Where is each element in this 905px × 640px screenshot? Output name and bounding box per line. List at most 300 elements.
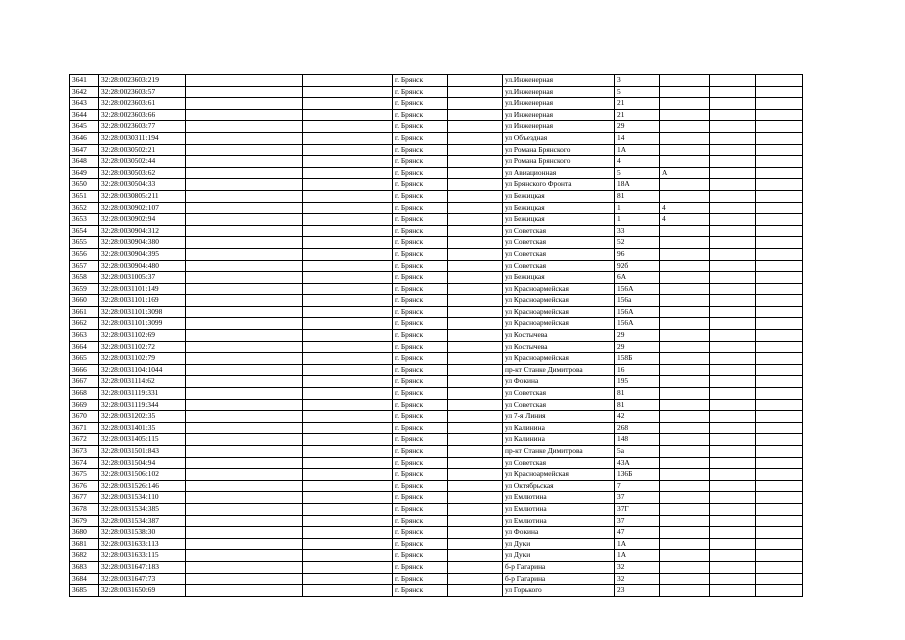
cadastral-number-cell: 32:28:0030902:107 [99,202,186,214]
cadastral-number-cell: 32:28:0031633:115 [99,550,186,562]
row-number-cell: 3655 [70,237,99,249]
blank-cell [448,202,503,214]
row-number-cell: 3667 [70,376,99,388]
city-cell: г. Брянск [393,364,448,376]
row-number-cell: 3660 [70,295,99,307]
house-number-cell: 156а [615,295,660,307]
blank-cell [303,237,393,249]
blank-cell [186,144,303,156]
house-number-cell: 14 [615,132,660,144]
blank-cell [448,167,503,179]
house-number-cell: 29 [615,121,660,133]
blank-cell [303,376,393,388]
blank-cell [186,190,303,202]
house-number-cell: 1А [615,144,660,156]
house-number-cell: 81 [615,399,660,411]
blank-cell [448,399,503,411]
building-cell [660,399,710,411]
blank-cell [756,283,803,295]
blank-cell [448,561,503,573]
building-cell [660,132,710,144]
blank-cell [710,550,756,562]
table-row [70,550,803,562]
blank-cell [710,86,756,98]
building-cell: А [660,167,710,179]
street-cell: ул Красноармейская [503,295,615,307]
blank-cell [303,248,393,260]
house-number-cell: 33 [615,225,660,237]
blank-cell [448,283,503,295]
blank-cell [710,376,756,388]
blank-cell [448,434,503,446]
house-number-cell: 92б [615,260,660,272]
row-number-cell: 3663 [70,330,99,342]
street-cell: ул Красноармейская [503,318,615,330]
city-cell: г. Брянск [393,469,448,481]
blank-cell [303,457,393,469]
blank-cell [448,98,503,110]
cadastral-number-cell: 32:28:0031405:115 [99,434,186,446]
blank-cell [710,480,756,492]
blank-cell [186,446,303,458]
cadastral-number-cell: 32:28:0023603:219 [99,75,186,87]
house-number-cell: 158Б [615,353,660,365]
blank-cell [710,341,756,353]
blank-cell [710,109,756,121]
street-cell: ул Емлютина [503,515,615,527]
street-cell: ул Калинина [503,434,615,446]
cadastral-number-cell: 32:28:0030904:380 [99,237,186,249]
blank-cell [186,86,303,98]
blank-cell [448,364,503,376]
building-cell [660,156,710,168]
city-cell: г. Брянск [393,237,448,249]
building-cell [660,503,710,515]
blank-cell [756,376,803,388]
blank-cell [710,190,756,202]
blank-cell [756,573,803,585]
cadastral-number-cell: 32:28:0031005:37 [99,272,186,284]
street-cell: пр-кт Станке Димитрова [503,364,615,376]
blank-cell [303,214,393,226]
blank-cell [756,225,803,237]
blank-cell [186,330,303,342]
cadastral-number-cell: 32:28:0030311:194 [99,132,186,144]
row-number-cell: 3679 [70,515,99,527]
row-number-cell: 3672 [70,434,99,446]
blank-cell [303,272,393,284]
house-number-cell: 96 [615,248,660,260]
blank-cell [710,364,756,376]
row-number-cell: 3680 [70,527,99,539]
blank-cell [448,225,503,237]
table-row [70,353,803,365]
blank-cell [303,121,393,133]
blank-cell [710,248,756,260]
house-number-cell: 1А [615,550,660,562]
city-cell: г. Брянск [393,341,448,353]
city-cell: г. Брянск [393,573,448,585]
blank-cell [710,353,756,365]
blank-cell [756,272,803,284]
blank-cell [303,422,393,434]
street-cell: ул Советская [503,388,615,400]
blank-cell [710,98,756,110]
street-cell: ул Фокина [503,527,615,539]
house-number-cell: 21 [615,98,660,110]
cadastral-number-cell: 32:28:0031538:30 [99,527,186,539]
street-cell: ул Красноармейская [503,353,615,365]
blank-cell [448,75,503,87]
city-cell: г. Брянск [393,318,448,330]
building-cell: 4 [660,214,710,226]
blank-cell [756,98,803,110]
street-cell: ул Дуки [503,538,615,550]
cadastral-number-cell: 32:28:0031102:79 [99,353,186,365]
cadastral-number-cell: 32:28:0031506:102 [99,469,186,481]
blank-cell [710,573,756,585]
blank-cell [448,515,503,527]
row-number-cell: 3641 [70,75,99,87]
row-number-cell: 3648 [70,156,99,168]
table-row [70,561,803,573]
blank-cell [186,388,303,400]
blank-cell [710,295,756,307]
cadastral-number-cell: 32:28:0023603:57 [99,86,186,98]
blank-cell [756,260,803,272]
blank-cell [303,399,393,411]
city-cell: г. Брянск [393,480,448,492]
blank-cell [448,503,503,515]
city-cell: г. Брянск [393,190,448,202]
blank-cell [448,318,503,330]
row-number-cell: 3661 [70,306,99,318]
house-number-cell: 52 [615,237,660,249]
blank-cell [186,561,303,573]
row-number-cell: 3684 [70,573,99,585]
city-cell: г. Брянск [393,434,448,446]
building-cell [660,492,710,504]
table-row [70,109,803,121]
blank-cell [303,469,393,481]
cadastral-number-cell: 32:28:0031119:344 [99,399,186,411]
blank-cell [448,411,503,423]
city-cell: г. Брянск [393,260,448,272]
building-cell [660,190,710,202]
row-number-cell: 3683 [70,561,99,573]
blank-cell [303,295,393,307]
house-number-cell: 32 [615,561,660,573]
table-row [70,399,803,411]
table-row [70,86,803,98]
building-cell [660,434,710,446]
blank-cell [710,318,756,330]
house-number-cell: 4 [615,156,660,168]
city-cell: г. Брянск [393,86,448,98]
blank-cell [303,109,393,121]
city-cell: г. Брянск [393,144,448,156]
cadastral-number-cell: 32:28:0031534:387 [99,515,186,527]
blank-cell [710,585,756,597]
table-row [70,341,803,353]
house-number-cell: 23 [615,585,660,597]
house-number-cell: 268 [615,422,660,434]
blank-cell [303,492,393,504]
blank-cell [448,469,503,481]
city-cell: г. Брянск [393,306,448,318]
building-cell [660,75,710,87]
blank-cell [710,411,756,423]
table-row [70,225,803,237]
blank-cell [186,364,303,376]
blank-cell [303,341,393,353]
building-cell [660,98,710,110]
city-cell: г. Брянск [393,75,448,87]
street-cell: ул Бежицкая [503,272,615,284]
blank-cell [303,132,393,144]
city-cell: г. Брянск [393,411,448,423]
house-number-cell: 21 [615,109,660,121]
street-cell: ул Красноармейская [503,469,615,481]
blank-cell [186,202,303,214]
street-cell: ул Советская [503,225,615,237]
street-cell: ул Инженерная [503,109,615,121]
table-row [70,469,803,481]
city-cell: г. Брянск [393,295,448,307]
house-number-cell: 1 [615,214,660,226]
blank-cell [303,318,393,330]
street-cell: ул.Инженерная [503,75,615,87]
table-row [70,190,803,202]
blank-cell [710,527,756,539]
street-cell: ул Советская [503,260,615,272]
table-row [70,422,803,434]
blank-cell [710,538,756,550]
street-cell: ул Бежицкая [503,214,615,226]
blank-cell [756,132,803,144]
city-cell: г. Брянск [393,399,448,411]
blank-cell [756,179,803,191]
building-cell [660,585,710,597]
blank-cell [710,330,756,342]
cadastral-number-cell: 32:28:0030502:44 [99,156,186,168]
house-number-cell: 3 [615,75,660,87]
building-cell [660,469,710,481]
cadastral-number-cell: 32:28:0031101:149 [99,283,186,295]
blank-cell [303,260,393,272]
table-row [70,295,803,307]
city-cell: г. Брянск [393,515,448,527]
row-number-cell: 3677 [70,492,99,504]
blank-cell [303,480,393,492]
table-row [70,272,803,284]
building-cell [660,550,710,562]
street-cell: пр-кт Станке Димитрова [503,446,615,458]
row-number-cell: 3652 [70,202,99,214]
row-number-cell: 3665 [70,353,99,365]
row-number-cell: 3674 [70,457,99,469]
blank-cell [710,457,756,469]
blank-cell [303,330,393,342]
row-number-cell: 3645 [70,121,99,133]
table-row [70,202,803,214]
blank-cell [448,237,503,249]
cadastral-number-cell: 32:28:0031534:385 [99,503,186,515]
blank-cell [448,272,503,284]
house-number-cell: 156А [615,306,660,318]
blank-cell [756,306,803,318]
street-cell: ул Инженерная [503,121,615,133]
blank-cell [756,411,803,423]
building-cell: 4 [660,202,710,214]
cadastral-number-cell: 32:28:0031534:110 [99,492,186,504]
blank-cell [710,237,756,249]
blank-cell [448,190,503,202]
cadastral-number-cell: 32:28:0031526:146 [99,480,186,492]
building-cell [660,376,710,388]
blank-cell [756,109,803,121]
table-row [70,446,803,458]
blank-cell [448,156,503,168]
blank-cell [186,225,303,237]
blank-cell [186,515,303,527]
blank-cell [756,167,803,179]
blank-cell [756,538,803,550]
blank-cell [756,237,803,249]
row-number-cell: 3685 [70,585,99,597]
blank-cell [448,353,503,365]
street-cell: ул Советская [503,457,615,469]
table-row [70,283,803,295]
cadastral-number-cell: 32:28:0031101:169 [99,295,186,307]
cadastral-number-cell: 32:28:0030504:33 [99,179,186,191]
street-cell: ул Горького [503,585,615,597]
blank-cell [756,202,803,214]
table-row [70,411,803,423]
building-cell [660,295,710,307]
blank-cell [710,306,756,318]
building-cell [660,86,710,98]
building-cell [660,388,710,400]
blank-cell [186,480,303,492]
building-cell [660,260,710,272]
building-cell [660,515,710,527]
table-row [70,260,803,272]
blank-cell [186,503,303,515]
city-cell: г. Брянск [393,527,448,539]
blank-cell [303,156,393,168]
street-cell: ул Красноармейская [503,306,615,318]
blank-cell [303,179,393,191]
house-number-cell: 81 [615,190,660,202]
blank-cell [756,457,803,469]
blank-cell [448,214,503,226]
blank-cell [303,306,393,318]
blank-cell [710,225,756,237]
house-number-cell: 43А [615,457,660,469]
row-number-cell: 3642 [70,86,99,98]
city-cell: г. Брянск [393,98,448,110]
blank-cell [186,434,303,446]
blank-cell [303,75,393,87]
row-number-cell: 3675 [70,469,99,481]
row-number-cell: 3669 [70,399,99,411]
cadastral-number-cell: 32:28:0023603:61 [99,98,186,110]
blank-cell [186,156,303,168]
city-cell: г. Брянск [393,538,448,550]
blank-cell [303,585,393,597]
cadastral-number-cell: 32:28:0030805:211 [99,190,186,202]
blank-cell [756,469,803,481]
building-cell [660,457,710,469]
blank-cell [186,538,303,550]
building-cell [660,121,710,133]
city-cell: г. Брянск [393,214,448,226]
street-cell: ул Объездная [503,132,615,144]
blank-cell [756,121,803,133]
table-row [70,573,803,585]
blank-cell [186,469,303,481]
building-cell [660,330,710,342]
street-cell: ул Октябрьская [503,480,615,492]
blank-cell [448,492,503,504]
blank-cell [303,503,393,515]
blank-cell [186,272,303,284]
city-cell: г. Брянск [393,561,448,573]
row-number-cell: 3670 [70,411,99,423]
blank-cell [756,248,803,260]
blank-cell [756,341,803,353]
street-cell: б-р Гагарина [503,573,615,585]
cadastral-number-cell: 32:28:0031102:69 [99,330,186,342]
blank-cell [303,98,393,110]
blank-cell [448,132,503,144]
city-cell: г. Брянск [393,121,448,133]
street-cell: ул Калинина [503,422,615,434]
blank-cell [448,446,503,458]
blank-cell [710,446,756,458]
table-row [70,503,803,515]
cadastral-number-cell: 32:28:0031101:3099 [99,318,186,330]
blank-cell [710,144,756,156]
table-row [70,364,803,376]
building-cell [660,446,710,458]
city-cell: г. Брянск [393,272,448,284]
building-cell [660,364,710,376]
table-row [70,167,803,179]
blank-cell [710,179,756,191]
registry-table-body [70,75,803,597]
row-number-cell: 3657 [70,260,99,272]
cadastral-number-cell: 32:28:0030904:395 [99,248,186,260]
building-cell [660,306,710,318]
city-cell: г. Брянск [393,132,448,144]
house-number-cell: 37 [615,492,660,504]
table-row [70,248,803,260]
blank-cell [710,283,756,295]
street-cell: ул Емлютина [503,503,615,515]
blank-cell [710,492,756,504]
building-cell [660,144,710,156]
blank-cell [448,260,503,272]
table-row [70,457,803,469]
blank-cell [756,446,803,458]
house-number-cell: 29 [615,341,660,353]
table-row [70,330,803,342]
row-number-cell: 3682 [70,550,99,562]
house-number-cell: 32 [615,573,660,585]
street-cell: ул Бежицкая [503,190,615,202]
